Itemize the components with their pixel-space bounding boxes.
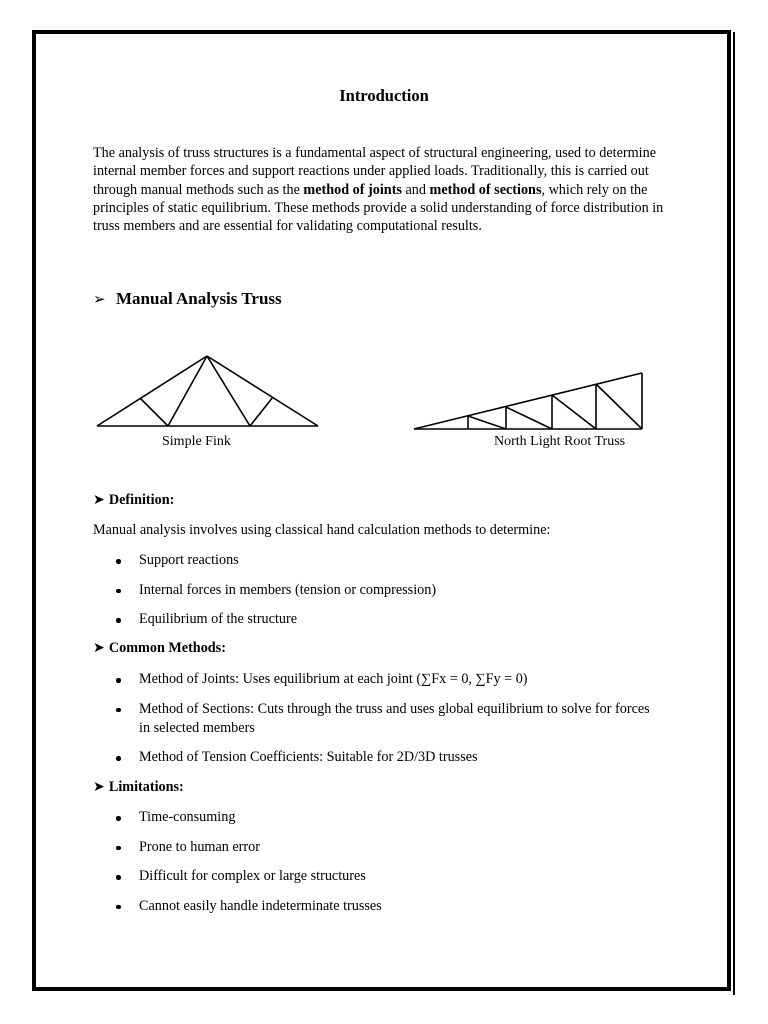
fink-caption: Simple Fink [162, 434, 231, 449]
list-item: Method of Sections: Cuts through the truss and uses global equilibrium to solve for forces in selected members [93, 700, 663, 738]
arrow-bullet-icon: ➢ [93, 292, 106, 308]
methods-heading-text: Common Methods: [108, 640, 226, 656]
intro-text-3: , which rely on the principles of static equilibrium. These methods provide a solid understanding of force distribution in truss members and are essential for validating computational results. [93, 181, 664, 235]
list-item: Method of Tension Coefficients: Suitable for 2D/3D trusses [93, 748, 663, 767]
page-title: Introduction [339, 86, 429, 105]
list-item: Internal forces in members (tension or compression) [93, 581, 663, 600]
list-item: Support reactions [93, 551, 663, 570]
intro-bold-method-of-joints: method of joints [303, 181, 402, 198]
list-item: Prone to human error [93, 838, 663, 857]
definition-text: Manual analysis involves using classical hand calculation methods to determine: [93, 522, 551, 538]
intro-text-1: The analysis of truss structures is a fundamental aspect of structural engineering, used to determine internal member forces and support reactions under applied loads. Traditionally, this is carried out through manual methods such as the [93, 145, 656, 198]
arrow-bullet-icon: ➤ [93, 640, 105, 656]
definition-heading [93, 492, 174, 509]
section-heading [93, 289, 282, 309]
section-heading-text: Manual Analysis Truss [116, 289, 282, 308]
truss-diagrams [93, 340, 653, 440]
list-item: Method of Joints: Uses equilibrium at each joint (∑Fx = 0, ∑Fy = 0) [93, 670, 663, 689]
methods-heading [93, 640, 226, 657]
north-light-truss [414, 373, 642, 429]
list-item: Cannot easily handle indeterminate trusses [93, 897, 663, 916]
limitations-heading-text: Limitations: [108, 779, 184, 795]
definition-heading-text: Definition: [108, 492, 175, 508]
simple-fink-truss [97, 356, 318, 426]
arrow-bullet-icon: ➤ [93, 779, 105, 795]
limitations-heading [93, 779, 184, 796]
intro-bold-method-of-sections: method of sections [429, 181, 542, 198]
list-item: Equilibrium of the structure [93, 610, 663, 629]
arrow-bullet-icon: ➤ [93, 492, 105, 508]
intro-paragraph [93, 144, 665, 235]
limitations-list [93, 808, 663, 926]
list-item: Time-consuming [93, 808, 663, 827]
list-item: Difficult for complex or large structures [93, 867, 663, 886]
intro-text-2: and [401, 181, 430, 198]
methods-list [93, 670, 663, 778]
definition-list [93, 551, 663, 640]
northlight-caption: North Light Root Truss [494, 434, 626, 449]
